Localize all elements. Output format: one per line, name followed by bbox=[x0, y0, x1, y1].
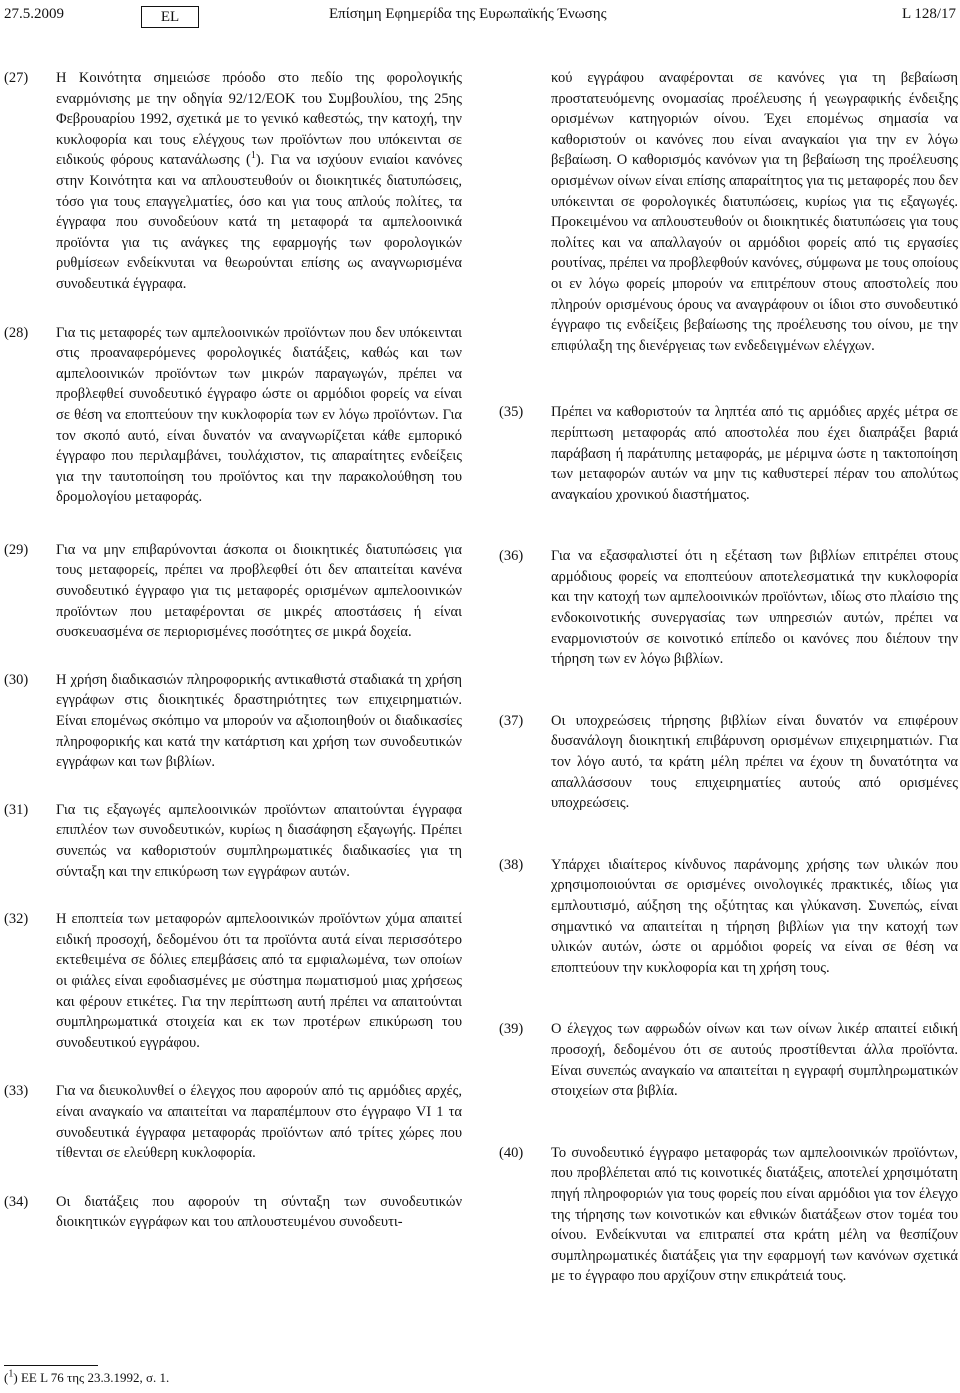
recital-number: (27) bbox=[4, 70, 29, 86]
recital-number: (34) bbox=[4, 1193, 29, 1210]
recital-number: (32) bbox=[4, 911, 29, 928]
right-column bbox=[499, 68, 958, 1287]
recital-29 bbox=[4, 540, 462, 643]
recital-number: (33) bbox=[4, 1083, 29, 1100]
recital-40 bbox=[499, 1143, 958, 1287]
recital-number: (29) bbox=[4, 541, 29, 558]
journal-title: Επίσημη Εφημερίδα της Ευρωπαϊκής Ένωσης bbox=[329, 6, 607, 22]
recital-27 bbox=[4, 68, 462, 295]
page-number: L 128/17 bbox=[901, 6, 956, 22]
recital-number: (30) bbox=[4, 671, 29, 688]
recital-text-cont: ). Για να ισχύουν ενιαίοι κανόνες στην Κοινότητα και να απλουστευθούν οι διοικητικές διατυπώσεις, τόσο για τους επαγγελματίες, όσο και για τους απλούς πολίτες, τα έγγραφα που συνοδεύουν κατά τη μεταφορά τα αμπελοοινικά προϊόντα για τις ανάγκες της εφαρμογής των φορολογικών ρυθμίσεων ενδείκνυται να θεωρούνται επίσης ως αναγνωρισμένα συνοδευτικά έγγραφα. bbox=[56, 152, 462, 292]
footnote-divider bbox=[4, 1365, 98, 1366]
recital-text: Για να εξασφαλιστεί ότι η εξέταση των βιβλίων επιτρέπει στους αρμόδιους φορείς να εποπτεύουν αποτελεσματικά την κυκλοφορία και την κατοχή των αμπελοοινικών προϊόντων, ιδίως στο πλαίσιο της ενδοκοινοτικής συνεργασίας των υπηρεσιών αυτών, πρέπει να εναρμονιστούν σε κοινοτικό επίπεδο οι κανόνες που διέπουν την τήρηση των εν λόγω βιβλίων. bbox=[551, 548, 958, 668]
recital-text: Για να μην επιβαρύνονται άσκοπα οι διοικητικές διατυπώσεις για τους μεταφορείς, πρέπει να προβλεφθεί ότι δεν απαιτείται κανένα συνοδευτικό έγγραφο για τις μεταφορές ορισμένων αμπελοοινικών προϊόντων που μεταφέρονται σε μικρές αποστάσεις ή είναι συσκευασμένα σε περιορισμένες ποσότητες σε μικρά δοχεία. bbox=[56, 541, 462, 641]
recital-number: (35) bbox=[499, 404, 524, 421]
recital-38 bbox=[499, 855, 958, 979]
footnote-ref: 1 bbox=[250, 150, 256, 162]
recital-text: Η Κοινότητα σημειώσε πρόοδο στο πεδίο της φορολογικής εναρμόνισης με την οδηγία 92/12/ΕΟΚ του Συμβουλίου, της 25ης Φεβρουαρίου 1992, σχετικά με το γενικό καθεστώς, την κατοχή, την κυκλοφορία και τους ελέγχους των προϊόντων που υπόκεινται σε ειδικούς φόρους κατανάλωσης ( bbox=[56, 70, 462, 169]
page-header bbox=[4, 6, 956, 30]
recital-text: Η χρήση διαδικασιών πληροφορικής αντικαθιστά σταδιακά τη χρήση εγγράφων στις διοικητικές δραστηριότητες των επιχειρηματιών. Είναι επομένως σκόπιμο να μπορούν να αξιοποιηθούν οι διαδικασίες πληροφορικής και κατά την κατάρτιση και χρήση των συνοδευτικών εγγράφων και των βιβλίων. bbox=[56, 671, 462, 771]
recital-text: Οι διατάξεις που αφορούν τη σύνταξη των συνοδευτικών διοικητικών εγγράφων και του απλουστευμένου συνοδευτι- bbox=[56, 1193, 462, 1231]
recital-text: Υπάρχει ιδιαίτερος κίνδυνος παράνομης χρήσης των υλικών που χρησιμοποιούνται σε ορισμένες οινολογικές πρακτικές, ιδίως για εμπλουτισμό, αύξηση της οξύτητας και γλύκανση. Συνεπώς, είναι σημαντικό να απαιτείται η τήρηση βιβλίων για την κατοχή των υλικών αυτών, ώστε οι αρμόδιοι φορείς να είναι σε θέση να εποπτεύουν την κυκλοφορία και τη χρήση τους. bbox=[551, 856, 958, 976]
recital-text: Για τις εξαγωγές αμπελοοινικών προϊόντων απαιτούνται έγγραφα επιπλέον των συνοδευτικών, κυρίως η διασάφηση εξαγωγής. Πρέπει συνεπώς να καθοριστούν συμπληρωματικές διαδικασίες για τη σύνταξη και την επικύρωση των εγγράφων αυτών. bbox=[56, 801, 462, 880]
recital-text: Ο έλεγχος των αφρωδών οίνων και των οίνων λικέρ απαιτεί ειδική προσοχή, δεδομένου ότι σε αυτούς προστίθενται άλλα προϊόντα. Είναι συνεπώς αναγκαίο να απαιτείται η εγγραφή συμπληρωματικών στοιχείων στα βιβλία. bbox=[551, 1021, 958, 1100]
recital-39 bbox=[499, 1019, 958, 1101]
header-date: 27.5.2009 bbox=[4, 6, 64, 22]
language-box: EL bbox=[141, 6, 199, 28]
recital-number: (38) bbox=[499, 856, 524, 873]
recital-34 bbox=[4, 1192, 462, 1233]
left-column bbox=[4, 68, 462, 1233]
recital-number: (37) bbox=[499, 712, 524, 729]
footnote-text: ΕΕ L 76 της 23.3.1992, σ. 1. bbox=[20, 1370, 170, 1385]
recital-number: (40) bbox=[499, 1144, 524, 1161]
recital-35 bbox=[499, 402, 958, 505]
recital-36 bbox=[499, 546, 958, 670]
recital-32 bbox=[4, 909, 462, 1053]
recital-text: Το συνοδευτικό έγγραφο μεταφοράς των αμπελοοινικών προϊόντων, που προβλέπεται από τις κοινοτικές διατάξεις, αποτελεί χρησιμότατη πηγή πληροφοριών για τους φορείς που είναι αρμόδιοι για τον έλεγχο της τήρησης των κοινοτικών και εθνικών διατάξεων στον τομέα του οίνου. Ενδείκνυται να επιτραπεί στα κράτη μέλη να θεσπίζουν συμπληρωματικές διατάξεις για την εφαρμογή των κανόνων σχετικά με το έγγραφο που αρχίζουν στην επικράτειά τους. bbox=[551, 1144, 958, 1285]
recital-text: Η εποπτεία των μεταφορών αμπελοοινικών προϊόντων χύμα απαιτεί ειδική προσοχή, δεδομένου ότι τα προϊόντα αυτά είναι περισσότερο εκτεθειμένα σε δόλιες επεμβάσεις από τα εμφιαλωμένα, των οποίων οι φιάλες είναι εφοδιασμένες με σύστημα πωματισμού μιας χρήσεως και φέρουν ετικέτες. Για την περίπτωση αυτή πρέπει να απαιτούνται συμπληρωματικά στοιχεία και εκ των προτέρων επικύρωση του συνοδευτικού εγγράφου. bbox=[56, 911, 462, 1051]
recital-number: (39) bbox=[499, 1021, 524, 1038]
recital-text: Πρέπει να καθοριστούν τα ληπτέα από τις αρμόδιες αρχές μέτρα σε περίπτωση μεταφοράς από αποστολέα που έχει διαπράξει βαριά παράβαση ή παράτυπης μεταφοράς, με μέριμνα ώστε η τακτοποίηση των μεταφορών αυτών να μην τις καθυστερεί πέραν του απολύτως αναγκαίου χρονικού διαστήματος. bbox=[551, 404, 958, 503]
recital-28 bbox=[4, 323, 462, 508]
recital-34-continuation: κού εγγράφου αναφέρονται σε κανόνες για τη βεβαίωση προστατευόμενης ονομασίας προέλευσης ή γεωγραφικής ένδειξης ορισμένων κατηγοριών οίνου. Έχει επομένως σημασία να καθοριστούν οι κανόνες που είναι αναγκαίοι για την εν λόγω βεβαίωση. Ο καθορισμός κανόνων για τη βεβαίωση της προέλευσης ορισμένων οίνων είναι επίσης απαραίτητος για τις μεταφορές που δεν υπόκεινται σε φορολογικές διατυπώσεις, κυρίως για τις εξαγωγές. Προκειμένου να απλουστευθούν οι διοικητικές διατυπώσεις για τους πολίτες και να απαλλαγούν οι αρμόδιοι φορείς από τις εργασίες ρουτίνας, πρέπει να προβλεφθούν κανόνες, σύμφωνα με τους οποίους οι εν λόγω φορείς μπορούν να επιτρέπουν στους αποστολείς που πληρούν ορισμένους όρους να αναγράφουν οι ίδιοι στο συνοδευτικό έγγραφο τις ενδείξεις βεβαίωσης της προέλευσης του οίνου, με την επιφύλαξη της διενέργειας των ενδεδειγμένων ελέγχων. bbox=[551, 70, 958, 354]
recital-number: (31) bbox=[4, 801, 29, 818]
recital-text: Για τις μεταφορές των αμπελοοινικών προϊόντων που δεν υπόκεινται στις προαναφερόμενες φορολογικές διατάξεις, καθώς και των αμπελοοινικών προϊόντων των μικρών παραγωγών, πρέπει να προβλεφθεί συνοδευτικό έγγραφο ώστε οι αρμόδιοι φορείς να είναι σε θέση να εποπτεύουν την κυκλοφορία των εν λόγω προϊόντων. Για τον σκοπό αυτό, είναι δυνατόν να αναγνωρίζεται κάθε εμπορικό έγγραφο που περιλαμβάνει, τουλάχιστον, τις απαραίτητες ενδείξεις για την ταυτοποίηση του προϊόντος και την παρακολούθηση του δρομολογίου μεταφοράς. bbox=[56, 324, 462, 506]
recital-37 bbox=[499, 711, 958, 814]
recital-text: Οι υποχρεώσεις τήρησης βιβλίων είναι δυνατόν να επιφέρουν δυσανάλογη διοικητική επιβάρυνση ορισμένων επιχειρηματιών. Για τον λόγο αυτό, τα κράτη μέλη πρέπει να έχουν τη δυνατότητα να απαλλάσσουν τους επιχειρηματίες αυτούς από ορισμένες υποχρεώσεις. bbox=[551, 712, 958, 812]
footnote-marker: 1 bbox=[8, 1368, 14, 1380]
recital-number: (28) bbox=[4, 324, 29, 341]
recital-31 bbox=[4, 800, 462, 882]
recital-30 bbox=[4, 670, 462, 773]
recital-number: (36) bbox=[499, 548, 524, 565]
recital-text: Για να διευκολυνθεί ο έλεγχος που αφορούν από τις αρμόδιες αρχές, είναι αναγκαίο να απαιτείται να παραπέμπουν στο έγγραφο VI 1 τα συνοδευτικά έγγραφα μεταφοράς προϊόντων από τρίτες χώρες που τίθενται σε ελεύθερη κυκλοφορία. bbox=[56, 1083, 462, 1162]
footnote: ($^1$) ΕΕ L 76 της 23.3.1992, σ. 1. bbox=[4, 1368, 170, 1385]
recital-33 bbox=[4, 1081, 462, 1163]
